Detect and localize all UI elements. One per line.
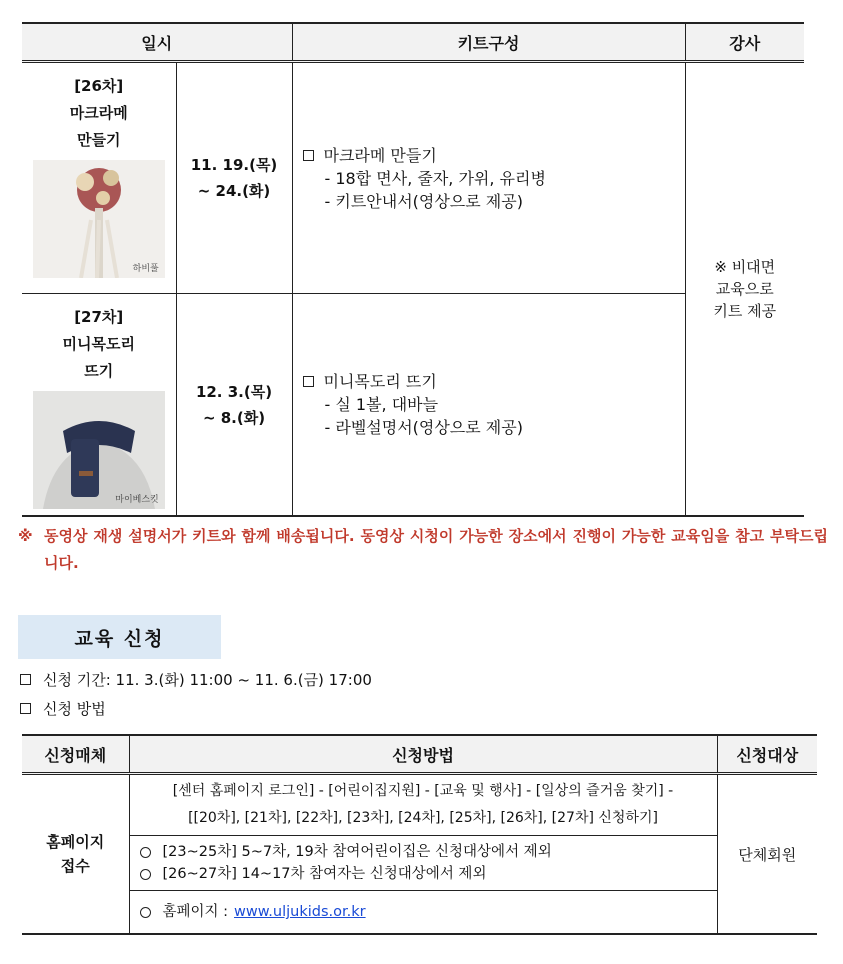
thumb-brand: 마이베스킷 <box>115 495 159 505</box>
session-27-cell <box>22 294 176 517</box>
circle-bullet-icon <box>140 907 151 918</box>
application-table <box>22 734 817 935</box>
session-name: 미니목도리 <box>62 335 135 353</box>
exclusion-note: [23~25차] 5~7차, 19차 참여어린이집은 신청대상에서 제외 <box>162 844 552 860</box>
kit-27-cell <box>292 294 685 517</box>
kit-item: - 실 1볼, 대바늘 <box>324 395 439 414</box>
header-kit: 키트구성 <box>292 23 685 62</box>
thumb-brand: 하비풀 <box>132 264 159 274</box>
menu-path-line: [[20차], [21차], [22차], [23차], [24차], [25차], [26차], [27차] 신청하기] <box>188 810 658 826</box>
exclusion-note: [26~27차] 14~17차 참여자는 신청대상에서 제외 <box>162 866 487 882</box>
session-number: [26차] <box>74 77 124 95</box>
date-line: 12. 3.(목) <box>195 382 273 401</box>
date-line: 11. 19.(목) <box>190 156 278 174</box>
session-name: 마크라메 <box>69 104 128 122</box>
instructor-line: 교육으로 <box>715 280 774 298</box>
session-name: 뜨기 <box>84 362 114 380</box>
header-target: 신청대상 <box>717 735 817 774</box>
method-text: 신청 방법 <box>43 700 106 718</box>
reference-mark-icon: ※ <box>18 527 33 545</box>
macrame-image <box>33 160 165 278</box>
kit-item: - 라벨설명서(영상으로 제공) <box>324 418 523 437</box>
path-cell <box>129 774 717 836</box>
period-text: 신청 기간: 11. 3.(화) 11:00 ~ 11. 6.(금) 17:00 <box>43 671 372 689</box>
exclusion-notes <box>129 836 717 891</box>
kit-item: - 키트안내서(영상으로 제공) <box>324 191 523 211</box>
instructor-line: ※ 비대면 <box>714 258 776 276</box>
homepage-cell <box>129 891 717 935</box>
medium-line: 홈페이지 <box>46 833 105 851</box>
homepage-link[interactable]: www.uljukids.or.kr <box>234 904 366 920</box>
section-title: 교육 신청 <box>18 615 221 659</box>
date-line: ~ 24.(화) <box>197 182 271 200</box>
application-method <box>20 698 106 719</box>
medium-cell <box>22 774 129 935</box>
menu-path-line: [센터 홈페이지 로그인] - [어린이집지원] - [교육 및 행사] - [일상의 즐거움 찾기] - <box>172 783 674 799</box>
session-number: [27차] <box>74 308 124 326</box>
header-method: 신청방법 <box>129 735 717 774</box>
kit-26-cell <box>292 62 685 294</box>
video-notice <box>18 523 828 577</box>
date-27-cell <box>176 294 292 517</box>
kit-title: 미니목도리 뜨기 <box>323 372 437 391</box>
instructor-cell <box>685 62 804 517</box>
checkbox-bullet-icon <box>303 376 314 387</box>
circle-bullet-icon <box>140 847 151 858</box>
application-period <box>20 669 372 690</box>
notice-text: 동영상 재생 설명서가 키트와 함께 배송됩니다. 동영상 시청이 가능한 장소에서 진행이 가능한 교육임을 참고 부탁드립니다. <box>44 527 828 572</box>
checkbox-bullet-icon <box>20 674 31 685</box>
medium-line: 접수 <box>60 857 90 875</box>
session-26-cell <box>22 62 176 294</box>
date-line: ~ 8.(화) <box>202 408 266 427</box>
kit-title: 마크라메 만들기 <box>323 145 437 165</box>
target-cell <box>717 774 817 935</box>
checkbox-bullet-icon <box>20 703 31 714</box>
header-medium: 신청매체 <box>22 735 129 774</box>
kit-item: - 18합 면사, 줄자, 가위, 유리병 <box>324 168 546 188</box>
target-text: 단체회원 <box>738 845 797 864</box>
homepage-label: 홈페이지 : <box>162 904 229 920</box>
session-name: 만들기 <box>77 131 121 149</box>
date-26-cell <box>176 62 292 294</box>
instructor-line: 키트 제공 <box>713 302 777 320</box>
checkbox-bullet-icon <box>303 150 314 161</box>
scarf-image <box>33 391 165 509</box>
kit-schedule-table <box>22 22 804 517</box>
header-datetime: 일시 <box>22 23 292 62</box>
circle-bullet-icon <box>140 869 151 880</box>
header-instructor: 강사 <box>685 23 804 62</box>
